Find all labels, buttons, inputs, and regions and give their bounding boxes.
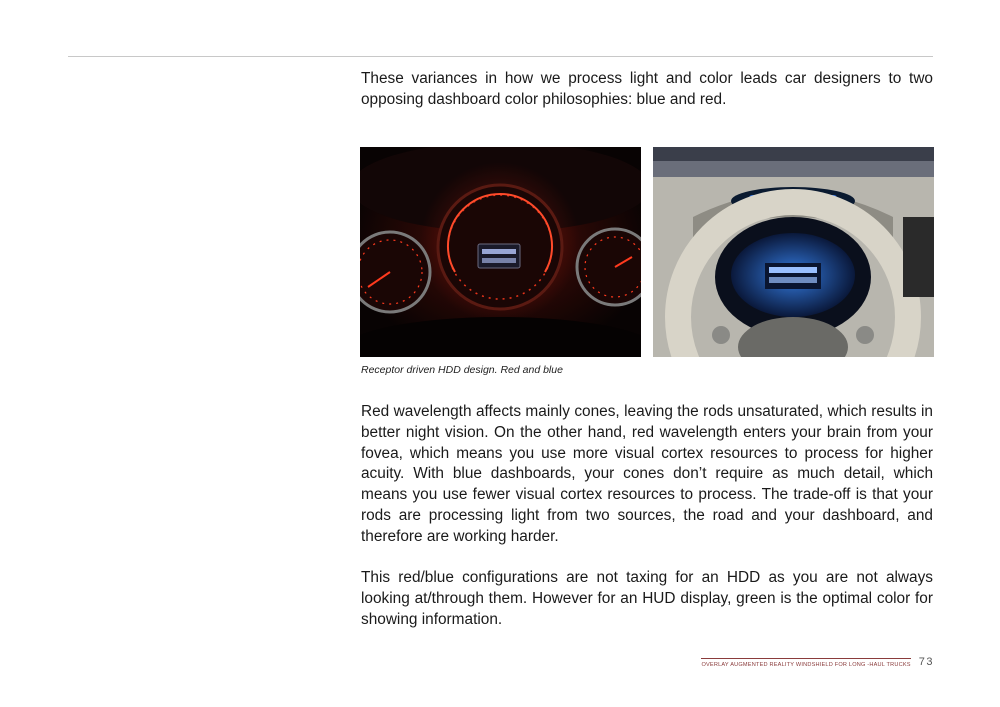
intro-paragraph: These variances in how we process light and color leads car designers to two opposing dashboard color philosophies: blue and red. xyxy=(361,70,933,108)
body-paragraph-1: Red wavelength affects mainly cones, leaving the rods unsaturated, which results in better night vision. On the other hand, red wavelength enters your brain from your fovea, which means you use more visual cortex resources to process for higher acuity. With blue dashboards, your cones don’t require as much detail, which means you use fewer visual cortex resources to process. The trade-off is that your rods are processing light from two sources, the road and your dashboard, and therefore are working harder. xyxy=(361,403,933,545)
blue-dashboard-photo xyxy=(653,147,934,357)
header-rule xyxy=(68,56,933,57)
footer-title: OVERLAY AUGMENTED REALITY WINDSHIELD FOR LONG -HAUL TRUCKS xyxy=(701,658,910,668)
body-paragraph-2: This red/blue configurations are not taxing for an HDD as you are not always looking at/through them. However for an HUD display, green is the optimal color for showing information. xyxy=(361,569,933,628)
page-number: 73 xyxy=(918,656,934,668)
figure-caption: Receptor driven HDD design. Red and blue xyxy=(361,364,563,376)
red-dashboard-photo xyxy=(360,147,641,357)
page-footer xyxy=(701,656,934,668)
